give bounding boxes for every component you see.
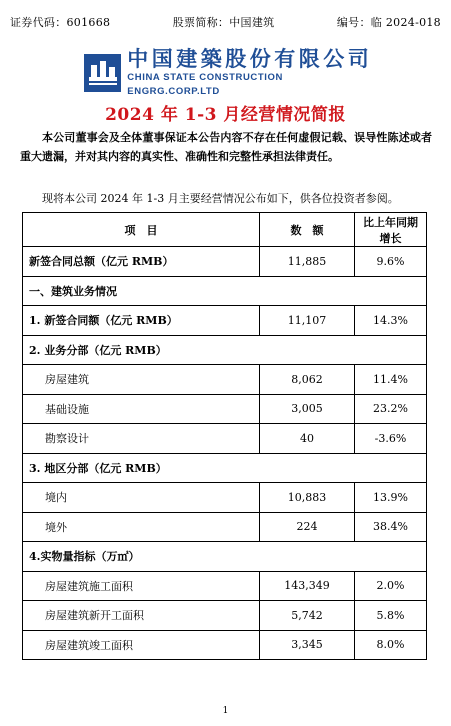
row-amount: 143,349 xyxy=(260,571,355,601)
header-growth: 比上年同期增长 xyxy=(355,213,427,247)
company-logo xyxy=(84,47,374,97)
row-amount: 11,107 xyxy=(260,306,355,336)
section-heading: 2. 业务分部（亿元 RMB） xyxy=(23,335,427,365)
row-amount: 224 xyxy=(260,512,355,542)
header-item: 项 目 xyxy=(23,213,260,247)
row-growth: 2.0% xyxy=(355,571,427,601)
document-header xyxy=(10,14,441,30)
operations-table xyxy=(22,212,427,660)
cscec-logo-icon xyxy=(84,54,121,92)
row-amount: 3,345 xyxy=(260,630,355,660)
row-growth: -3.6% xyxy=(355,424,427,454)
page-number: 1 xyxy=(222,706,229,716)
company-name-cn: 中国建築股份有限公司 xyxy=(127,47,373,71)
row-item: 基础设施 xyxy=(23,394,260,424)
table-row xyxy=(23,365,427,395)
table-row xyxy=(23,630,427,660)
section-heading: 3. 地区分部（亿元 RMB） xyxy=(23,453,427,483)
stock-name: 股票简称：中国建筑 xyxy=(172,16,275,29)
table-row xyxy=(23,453,427,483)
row-item: 房屋建筑 xyxy=(23,365,260,395)
table-row xyxy=(23,306,427,336)
row-growth: 38.4% xyxy=(355,512,427,542)
intro-paragraph: 现将本公司 2024 年 1-3 月主要经营情况公布如下，供各位投资者参阅。 xyxy=(42,192,399,205)
row-item: 1. 新签合同额（亿元 RMB） xyxy=(23,306,260,336)
table-row xyxy=(23,483,427,513)
row-amount: 11,885 xyxy=(260,247,355,277)
table-row xyxy=(23,512,427,542)
row-growth: 13.9% xyxy=(355,483,427,513)
table-row xyxy=(23,601,427,631)
stock-code: 证券代码：601668 xyxy=(10,16,111,29)
table-row xyxy=(23,394,427,424)
row-amount: 10,883 xyxy=(260,483,355,513)
row-item: 新签合同总额（亿元 RMB） xyxy=(23,247,260,277)
row-item: 勘察设计 xyxy=(23,424,260,454)
table-row xyxy=(23,571,427,601)
row-growth: 23.2% xyxy=(355,394,427,424)
table-row xyxy=(23,424,427,454)
announcement-serial: 编号：临 2024-018 xyxy=(336,16,441,29)
row-amount: 8,062 xyxy=(260,365,355,395)
section-heading: 一、建筑业务情况 xyxy=(23,276,427,306)
table-row xyxy=(23,247,427,277)
row-item: 房屋建筑竣工面积 xyxy=(23,630,260,660)
row-item: 房屋建筑新开工面积 xyxy=(23,601,260,631)
board-statement: 本公司董事会及全体董事保证本公告内容不存在任何虚假记载、误导性陈述或者重大遗漏，并对其内容的真实性、准确性和完整性承担法律责任。 xyxy=(20,131,432,163)
row-amount: 5,742 xyxy=(260,601,355,631)
table-row xyxy=(23,276,427,306)
row-growth: 5.8% xyxy=(355,601,427,631)
company-name-en: CHINA STATE CONSTRUCTION ENGRG.CORP.LTD xyxy=(127,72,283,97)
table-row xyxy=(23,542,427,572)
table-header-row xyxy=(23,213,427,247)
row-item: 房屋建筑施工面积 xyxy=(23,571,260,601)
section-heading: 4.实物量指标（万㎡） xyxy=(23,542,427,572)
header-amount: 数 额 xyxy=(260,213,355,247)
row-item: 境内 xyxy=(23,483,260,513)
row-amount: 3,005 xyxy=(260,394,355,424)
table-row xyxy=(23,335,427,365)
row-item: 境外 xyxy=(23,512,260,542)
row-amount: 40 xyxy=(260,424,355,454)
row-growth: 11.4% xyxy=(355,365,427,395)
row-growth: 14.3% xyxy=(355,306,427,336)
row-growth: 9.6% xyxy=(355,247,427,277)
row-growth: 8.0% xyxy=(355,630,427,660)
report-title: 2024 年 1-3 月经营情况简报 xyxy=(105,105,346,125)
